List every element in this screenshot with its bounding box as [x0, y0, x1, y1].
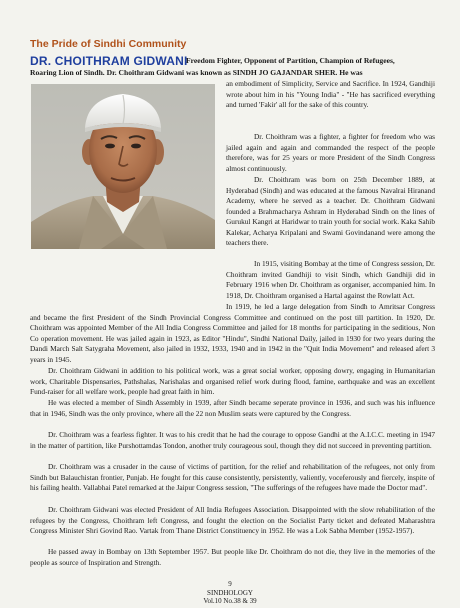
- paragraph-6: Dr. Choithram Gidwani in addition to his political work, was a great social worker, opposing dowry, engaging in Humanitarian work, Charitable Dispensaries, Pathshalas, Narishalas and organised relief work during flood, famine, earthquake and was an excellent Fund-raiser for all welfare work, people had great faith in him.: [30, 366, 435, 397]
- volume-info: Vol.10 No.38 & 39: [203, 597, 257, 605]
- paragraph-3: Dr. Choithram was born on 25th December 1889, at Hyderabad (Sindh) and was educated at the famous Navalrai Hiranand Academy, where he served as a teacher. Dr. Choithram Gidwani founded a Brahmacharya Ashram in Hyderabad Sindh on the lines of Gurukul Kangri at Haridwar to train youth for social work. Kaka Sahib Kalekar, Acharya Kripalani and Swami Govindanand were among the teachers there.: [226, 175, 435, 248]
- paragraph-7: He was elected a member of Sindh Assembly in 1939, after Sindh became seperate province in 1936, and such was his influence that in 1946, Sindh was the only province, where all the 22 non Muslim seats were captured by the Congress.: [30, 398, 435, 418]
- portrait-image: [31, 84, 215, 249]
- publication-name: SINDHOLOGY: [207, 588, 253, 597]
- series-title: The Pride of Sindhi Community: [30, 38, 187, 50]
- paragraph-10: Dr. Choithram Gidwani was elected President of All India Refugees Association. Disappointed with the slow rehabilitation of the refugees by the Congress, Choithram left Congress, and fought the election on the Socialist Party ticket and defeated Maharashtra Congress Minister Shri Govind Rao. Vartak from Thane District Constituency in 1952. He was a Lok Sabha Member (1952-1957).: [30, 505, 435, 536]
- paragraph-2: Dr. Choithram was a fighter, a fighter for freedom who was jailed again and again and commanded the respect of the people therefore, was for 25 years or more President of the Sindh Congress almost continuously.: [226, 132, 435, 173]
- subtitle: Freedom Fighter, Opponent of Partition, Champion of Refugees,: [186, 56, 395, 65]
- paragraph-1: an embodiment of Simplicity, Service and Sacrifice. In 1924, Gandhiji wrote about him in his "Young India" - "He has sacrificed everything and turned 'Fakir' all for the sake of this country.: [226, 79, 435, 110]
- portrait-photo: [31, 84, 215, 249]
- paragraph-5: In 1919, he led a large delegation from Sindh to Amritsar Congress and became the first President of the Sindh Provincial Congress Committee and continued on the post till partition. In 1920, Dr. Choithram was appointed Member of the All India Congress Committee and jailed for 18 months for participating in the seditious, Non Co operation movement. He was jailed again in 1923, as Editor "Hindu", Sindhi National Daily, jailed in 1930 for two years during the Dandi March Salt Satygraha Movement, also jailed in 1932, 1933, 1940 and in 1942 in the "Quit India Movement" and released afert 3 years in 1945.: [30, 302, 435, 364]
- paragraph-9: Dr. Choithram was a crusader in the cause of victims of partition, for the relief and rehabilitation of the refugees, not only from Sindh but Balauchistan frontier, Punjab. He fought for this cause consistently, persistently, valiently, voceferously and fiercely, inspite of his failing health. Vallabhai Patel remarked at the Jaipur Congress session, "The sufferings of the refugees have made the Doctor mad".: [30, 462, 435, 493]
- page-number: 9: [228, 580, 232, 588]
- paragraph-4: In 1915, visiting Bombay at the time of Congress session, Dr. Choithram invited Gandhiji to visit Sindh, which Gandhiji did in February 1916 when Dr. Choithram as organiser, accompanied him. In 1918, Dr. Choithram organised a Hartal against the Rowlatt Act.: [226, 259, 435, 300]
- person-name: DR. CHOITHRAM GIDWANI: [30, 54, 188, 68]
- paragraph-8: Dr. Choithram was a fearless fighter. It was to his credit that he had the courage to oppose Gandhi at the A.I.C.C. meeting in 1947 in the matter of partition, like Purshottamdas Tondon, another truly courageous soul, though they did not succeed in preventing partition.: [30, 430, 435, 450]
- paragraph-11: He passed away in Bombay on 13th September 1957. But people like Dr. Choithram do not die, they live in the memories of the people as source of Inspiration and Strength.: [30, 547, 435, 567]
- lead-line: Roaring Lion of Sindh. Dr. Choithram Gidwani was known as SINDH JO GAJANDAR SHER. He was: [30, 68, 363, 77]
